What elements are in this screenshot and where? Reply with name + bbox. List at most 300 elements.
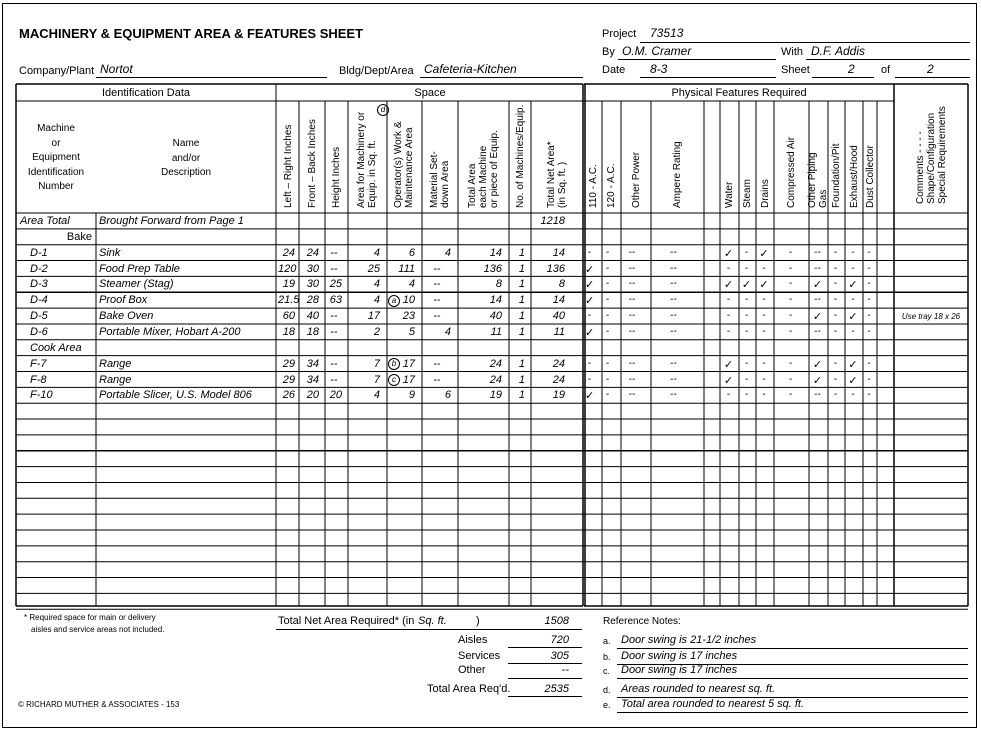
col-space-5-line: down Area [440, 160, 451, 208]
row-2-phys-8: - [788, 246, 793, 258]
sheet-title: MACHINERY & EQUIPMENT AREA & FEATURES SHEET [19, 26, 364, 41]
row-11-phys-2: -- [628, 389, 636, 401]
row-11-net: 19 [552, 389, 565, 402]
row-7-op: 5 [408, 325, 415, 338]
row-3-phys-0: ✓ [585, 263, 595, 276]
total-net-value: 1508 [544, 615, 569, 627]
row-9-h: -- [330, 357, 338, 370]
row-3-phys-7: - [762, 262, 766, 274]
row-7-phys-6: - [744, 325, 749, 337]
row-10-lr: 29 [282, 373, 295, 386]
footnote-line-1: * Required space for main or delivery [24, 613, 156, 622]
row-6-lr: 60 [282, 310, 295, 323]
row-5-phys-9: -- [814, 294, 821, 306]
row-5-net: 14 [552, 294, 565, 307]
row-5-fb: 28 [306, 294, 319, 307]
row-4-phys-2: -- [628, 278, 636, 290]
row-10-phys-11: ✓ [848, 374, 858, 387]
row-10-phys-8: - [788, 373, 793, 385]
row-4-phys-7: ✓ [759, 279, 769, 292]
row-2-phys-0: - [587, 246, 592, 258]
row-10-phys-12: - [867, 373, 871, 385]
row-3-phys-2: -- [628, 262, 636, 274]
col-physical-12 [865, 145, 876, 208]
row-6-name: Bake Oven [99, 310, 154, 323]
row-10-op: 17 [402, 373, 415, 386]
col-space-3-line: Equip. in Sq. ft. [367, 140, 378, 208]
row-11-phys-1: - [605, 389, 610, 401]
row-7-phys-11: - [851, 325, 855, 337]
row-10-total: 24 [489, 373, 502, 386]
row-5-phys-3: -- [670, 294, 677, 306]
row-6-phys-2: -- [628, 310, 636, 322]
row-4-op: 4 [408, 278, 415, 291]
row-10-circle-note: c [388, 374, 400, 386]
row-9-phys-2: -- [628, 357, 636, 369]
col-space-0 [283, 125, 294, 208]
row-section-label: Bake [66, 230, 92, 243]
col-physical-3-line: Ampere Rating [671, 141, 683, 208]
row-6-phys-11: ✓ [848, 311, 858, 324]
col-space-3-line: Area for Machinery or [356, 111, 367, 208]
row-5-id: D-4 [30, 294, 48, 307]
row-11-num: 1 [518, 389, 525, 402]
row-3-phys-11: - [851, 262, 855, 274]
row-7-phys-1: - [605, 325, 610, 337]
row-10-num: 1 [518, 373, 525, 386]
row-3-name: Food Prep Table [99, 262, 180, 275]
col-name-line: and/or [171, 152, 201, 164]
group-physical: Physical Features Required [671, 87, 807, 99]
row-4-fb: 30 [306, 278, 319, 291]
row-11-phys-5: - [726, 389, 731, 401]
note-line [617, 648, 968, 649]
row-6-phys-12: - [867, 310, 871, 322]
bldg-label: Bldg/Dept/Area [339, 65, 414, 77]
col-physical-8-line: Compressed Air [785, 136, 797, 208]
row-11-id: F-10 [30, 389, 53, 402]
row-2-phys-9: -- [814, 246, 821, 258]
row-4-phys-10: - [833, 278, 838, 290]
row-6-phys-1: - [605, 310, 610, 322]
row-5-op: 10 [402, 294, 415, 307]
row-6-phys-7: - [762, 310, 766, 322]
row-6-phys-5: - [726, 310, 731, 322]
row-4-net: 8 [558, 278, 565, 291]
row-3-phys-10: - [833, 262, 838, 274]
row-9-phys-7: - [762, 357, 766, 369]
company-value: Nortot [100, 62, 133, 76]
row-11-phys-6: - [744, 389, 749, 401]
row-5-phys-7: - [762, 294, 766, 306]
row-3-id: D-2 [30, 262, 48, 275]
row-11-lr: 26 [282, 389, 295, 402]
col-space-7 [515, 105, 526, 208]
row-10-phys-10: - [833, 373, 838, 385]
row-7-phys-0: ✓ [585, 326, 595, 339]
row-11-h: 20 [329, 389, 342, 402]
with-value: D.F. Addis [811, 44, 866, 58]
col-physical-12-line: Dust Collector [864, 145, 876, 208]
col-space-3 [356, 112, 378, 208]
col-machine-id-line: Equipment [32, 152, 80, 163]
row-11-name: Portable Slicer, U.S. Model 806 [99, 389, 252, 402]
row-5-phys-11: - [851, 294, 855, 306]
row-3-phys-3: -- [670, 262, 677, 274]
col-space-6-line: each Machine [477, 145, 489, 208]
col-physical-10 [831, 144, 842, 209]
col-comments-line: Comments - - - - [914, 131, 926, 204]
row-7-fb: 18 [306, 325, 319, 338]
col-space-1 [307, 119, 318, 208]
col-physical-7-line: Drains [759, 179, 771, 208]
row-7-lr: 18 [282, 325, 295, 338]
row-11-area: 4 [373, 389, 380, 402]
aisles-value: 720 [550, 634, 569, 646]
note-text: Door swing is 17 inches [621, 664, 738, 676]
row-10-phys-2: -- [628, 373, 636, 385]
row-6-net: 40 [552, 310, 565, 323]
project-value: 73513 [650, 26, 684, 40]
row-3-phys-8: - [788, 262, 793, 274]
row-4-phys-12: - [867, 278, 871, 290]
row-11-phys-11: - [851, 389, 855, 401]
services-label: Services [458, 650, 501, 662]
row-9-phys-5: ✓ [723, 358, 734, 371]
row-11-mat: 6 [444, 389, 451, 402]
row-4-phys-6: ✓ [741, 279, 752, 292]
row-4-id: D-3 [30, 278, 48, 291]
row-9-phys-0: - [587, 357, 592, 369]
row-7-id: D-6 [30, 325, 48, 338]
row-7-phys-12: - [867, 325, 871, 337]
total-req-label: Total Area Req'd. [427, 683, 511, 695]
row-7-h: -- [330, 325, 338, 338]
row-9-op: 17 [402, 357, 415, 370]
col-physical-6-line: Steam [741, 179, 753, 208]
col-comments-line: Special Requirements [936, 106, 948, 204]
col-machine-id-line: or [51, 137, 61, 149]
sheet-label: Sheet [781, 64, 810, 76]
row-id-area-total: Area Total [20, 215, 70, 227]
row-11-phys-12: - [867, 389, 871, 401]
row-5-total: 14 [489, 294, 502, 307]
row-7-area: 2 [373, 325, 380, 338]
col-physical-8 [786, 137, 797, 208]
group-space: Space [414, 87, 446, 99]
row-3-phys-5: - [726, 262, 731, 274]
row-2-phys-12: - [867, 246, 871, 258]
row-4-total: 8 [495, 278, 502, 291]
row-10-phys-9: ✓ [812, 374, 823, 387]
row-3-phys-9: -- [814, 262, 821, 274]
row-3-op: 111 [398, 262, 415, 275]
row-5-phys-5: - [726, 294, 731, 306]
row-6-phys-10: - [833, 310, 838, 322]
row-7-mat: 4 [444, 325, 451, 338]
row-6-comment: Use tray 18 x 26 [901, 312, 961, 322]
total-net-label: Total Net Area Required* (in [278, 615, 415, 627]
with-label: With [781, 46, 803, 58]
col-space-7-line: No. of Machines/Equip. [514, 104, 526, 208]
row-2-net: 14 [552, 246, 565, 259]
col-space-2-line: Height Inches [330, 146, 342, 208]
note-text: Areas rounded to nearest sq. ft. [621, 683, 776, 695]
row-10-mat: -- [433, 373, 441, 386]
row-11-total: 19 [489, 389, 502, 402]
total-net-unit: Sq. ft. [418, 615, 447, 627]
row-10-id: F-8 [30, 373, 47, 386]
row-7-phys-2: -- [628, 325, 636, 337]
row-2-mat: 4 [444, 246, 451, 259]
row-6-h: -- [330, 310, 338, 323]
row-10-phys-5: ✓ [723, 374, 734, 387]
date-value: 8-3 [650, 62, 668, 76]
row-6-phys-6: - [744, 310, 749, 322]
row-11-op: 9 [408, 389, 415, 402]
row-6-phys-9: ✓ [812, 311, 823, 324]
row-9-phys-6: - [744, 357, 749, 369]
row-11-phys-7: - [762, 389, 766, 401]
col-physical-7 [760, 179, 771, 208]
aisles-label: Aisles [458, 634, 488, 646]
row-5-phys-10: - [833, 294, 838, 306]
row-2-num: 1 [518, 246, 525, 259]
row-7-phys-7: - [762, 325, 766, 337]
row-5-circle-note: a [388, 295, 400, 307]
row-9-name: Range [99, 357, 132, 370]
col-space-8-line: (in Sq. ft. ) [557, 161, 568, 208]
reference-notes-title: Reference Notes: [603, 616, 681, 627]
by-label: By [602, 46, 615, 58]
row-2-phys-5: ✓ [723, 247, 734, 260]
col-space-8-line: Total Net Area* [546, 141, 557, 208]
row-4-phys-11: ✓ [848, 279, 858, 292]
row-2-id: D-1 [30, 246, 48, 259]
note-letter: a. [603, 636, 611, 646]
col-space-4-line: Maintenance Area [404, 127, 415, 208]
row-5-lr: 21.5 [278, 294, 300, 307]
row-4-phys-3: -- [670, 278, 677, 290]
row-2-phys-7: ✓ [759, 247, 769, 260]
row-10-phys-0: - [587, 373, 592, 385]
row-6-id: D-5 [30, 310, 48, 323]
col-space-4 [393, 122, 415, 209]
row-5-phys-12: - [867, 294, 871, 306]
row-11-phys-9: -- [814, 389, 821, 401]
row-9-mat: -- [433, 357, 441, 370]
header-circle-note: d [377, 104, 389, 116]
row-11-phys-0: ✓ [585, 390, 595, 403]
total-req-value: 2535 [544, 683, 569, 695]
other-value: -- [561, 664, 569, 676]
col-machine-id-line: Machine [37, 123, 75, 134]
row-10-net: 24 [552, 373, 565, 386]
col-machine-id-line: Number [38, 181, 74, 192]
bldg-value: Cafeteria-Kitchen [424, 62, 517, 76]
row-4-phys-9: ✓ [812, 279, 823, 292]
aisles-line [508, 647, 582, 648]
total-net-close: ) [476, 615, 480, 627]
row-9-phys-9: ✓ [812, 358, 823, 371]
col-comments-line: Shape/Configuration [925, 112, 937, 204]
row-11-fb: 20 [306, 389, 319, 402]
col-space-1-line: Front – Back Inches [306, 119, 318, 208]
other-line [508, 678, 582, 679]
row-10-phys-7: - [762, 373, 766, 385]
row-2-op: 6 [408, 246, 415, 259]
row-0-net: 1218 [540, 215, 565, 227]
col-physical-10-line: Foundation/Pit [830, 143, 842, 208]
row-2-lr: 24 [282, 246, 295, 259]
row-7-name: Portable Mixer, Hobart A-200 [99, 325, 241, 338]
note-line [617, 712, 968, 713]
row-3-mat: -- [433, 262, 441, 275]
row-5-h: 63 [329, 294, 342, 307]
row-6-op: 23 [402, 310, 415, 323]
row-9-phys-11: ✓ [848, 358, 858, 371]
col-physical-5 [724, 182, 735, 208]
row-11-phys-3: -- [670, 389, 677, 401]
row-9-total: 24 [489, 357, 502, 370]
row-6-phys-8: - [788, 310, 793, 322]
col-space-5 [429, 151, 451, 208]
footnote-line-2: aisles and service areas not included. [31, 625, 165, 634]
row-9-fb: 34 [306, 357, 319, 370]
row-2-phys-6: - [744, 246, 749, 258]
row-3-area: 25 [367, 262, 380, 275]
row-6-phys-0: - [587, 310, 592, 322]
col-physical-0 [588, 164, 599, 208]
row-5-phys-8: - [788, 294, 793, 306]
row-4-h: 25 [329, 278, 342, 291]
row-5-phys-0: ✓ [585, 295, 595, 308]
row-10-phys-3: -- [670, 373, 677, 385]
col-name-line: Name [172, 138, 200, 149]
row-4-mat: -- [433, 278, 441, 291]
row-3-lr: 120 [278, 262, 297, 275]
row-7-total: 11 [490, 325, 502, 338]
row-6-mat: -- [433, 310, 441, 323]
services-value: 305 [550, 650, 569, 662]
note-text: Total area rounded to nearest 5 sq. ft. [621, 698, 805, 710]
col-space-6-line: or piece of Equip. [488, 130, 500, 208]
row-3-num: 1 [518, 262, 525, 275]
row-4-name: Steamer (Stag) [99, 278, 174, 291]
col-physical-11-line: Exhaust/Hood [848, 145, 860, 208]
row-5-mat: -- [433, 294, 441, 307]
col-physical-9-line: Gas [818, 189, 829, 208]
row-2-phys-1: - [605, 246, 610, 258]
row-2-fb: 24 [306, 246, 319, 259]
row-6-phys-3: -- [670, 310, 677, 322]
row-6-fb: 40 [306, 310, 319, 323]
row-7-num: 1 [518, 325, 525, 338]
row-3-phys-12: - [867, 262, 871, 274]
row-2-h: -- [330, 246, 338, 259]
company-label: Company/Plant [19, 65, 95, 77]
of-label: of [881, 64, 891, 76]
group-identification: Identification Data [101, 87, 191, 99]
col-physical-11 [849, 145, 860, 208]
row-5-num: 1 [518, 294, 525, 307]
row-5-phys-6: - [744, 294, 749, 306]
row-7-phys-9: -- [814, 325, 821, 337]
col-space-0-line: Left – Right Inches [282, 124, 294, 208]
row-4-phys-1: - [605, 278, 610, 290]
col-physical-5-line: Water [723, 181, 735, 208]
of-value: 2 [927, 62, 934, 76]
note-letter: b. [603, 652, 611, 662]
row-4-num: 1 [518, 278, 525, 291]
date-label: Date [602, 64, 626, 76]
col-physical-9 [807, 152, 829, 208]
col-space-6 [467, 130, 500, 208]
row-10-h: -- [330, 373, 338, 386]
col-physical-6 [742, 179, 753, 208]
total-net-underline [276, 629, 582, 630]
row-9-id: F-7 [30, 357, 47, 370]
row-3-net: 136 [546, 262, 565, 275]
col-name [96, 137, 276, 181]
row-8-id: Cook Area [30, 341, 82, 354]
row-4-phys-0: ✓ [585, 279, 595, 292]
row-6-total: 40 [489, 310, 502, 323]
col-space-6-line: Total Area [466, 163, 478, 208]
note-letter: e. [603, 700, 611, 710]
col-machine-id [16, 122, 96, 195]
row-5-phys-1: - [605, 294, 610, 306]
col-comments [915, 106, 948, 204]
row-10-area: 7 [373, 373, 380, 386]
sheet-value: 2 [848, 62, 855, 76]
row-7-phys-5: - [726, 325, 731, 337]
row-10-fb: 34 [306, 373, 319, 386]
row-7-net: 11 [553, 325, 565, 338]
row-3-total: 136 [483, 262, 502, 275]
col-physical-2 [631, 152, 642, 208]
row-4-area: 4 [373, 278, 380, 291]
col-physical-0-line: 110 - A.C. [587, 164, 599, 208]
row-7-phys-10: - [833, 325, 838, 337]
row-9-phys-8: - [788, 357, 793, 369]
copyright: © RICHARD MUTHER & ASSOCIATES - 153 [18, 700, 180, 709]
row-3-phys-6: - [744, 262, 749, 274]
row-2-area: 4 [373, 246, 380, 259]
row-2-phys-3: -- [670, 246, 677, 258]
col-space-8 [546, 141, 568, 208]
col-physical-9-line: Other Piping [807, 152, 818, 208]
note-text: Door swing is 17 inches [621, 650, 738, 662]
row-10-phys-6: - [744, 373, 749, 385]
row-2-name: Sink [99, 246, 121, 259]
col-machine-id-line: Identification [27, 166, 85, 178]
by-value: O.M. Cramer [622, 44, 692, 58]
col-name-line: Description [160, 167, 212, 178]
row-6-num: 1 [518, 310, 525, 323]
row-6-area: 17 [367, 310, 380, 323]
col-space-5-line: Material Set- [429, 151, 440, 208]
col-physical-1-line: 120 - A.C. [605, 163, 617, 208]
row-9-phys-3: -- [670, 357, 677, 369]
row-11-phys-8: - [788, 389, 793, 401]
total-req-line [508, 696, 582, 697]
note-text: Door swing is 21-1/2 inches [621, 634, 757, 646]
row-3-h: -- [330, 262, 338, 275]
row-9-area: 7 [373, 357, 380, 370]
col-space-2 [331, 147, 342, 208]
row-2-phys-2: -- [628, 246, 636, 258]
